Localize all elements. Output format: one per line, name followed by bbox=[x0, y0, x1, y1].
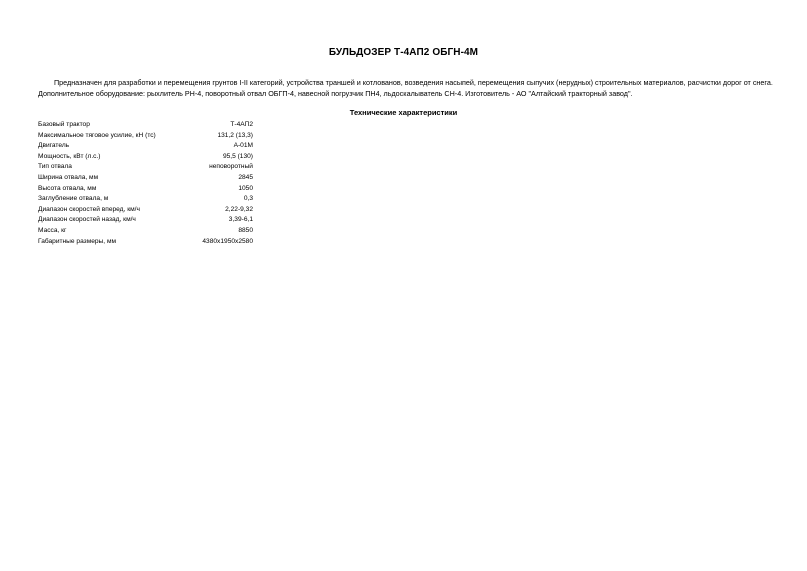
spec-value: 1050 bbox=[238, 184, 253, 192]
document-title: БУЛЬДОЗЕР Т-4АП2 ОБГН-4М bbox=[328, 47, 479, 58]
spec-value: 4380x1950x2580 bbox=[202, 237, 253, 245]
spec-value: 0,3 bbox=[243, 195, 253, 203]
spec-value: 3,39-6,1 bbox=[228, 216, 253, 224]
specs-title: Технические характеристики bbox=[349, 108, 458, 117]
spec-value: 95,5 (130) bbox=[222, 152, 253, 160]
spec-label: Габаритные размеры, мм bbox=[38, 237, 117, 245]
specs-table bbox=[38, 120, 258, 247]
spec-label: Максимальное тяговое усилие, кН (тс) bbox=[38, 131, 156, 139]
spec-row bbox=[38, 226, 258, 237]
spec-label: Двигатель bbox=[38, 142, 70, 150]
spec-row bbox=[38, 141, 258, 152]
spec-value: неповоротный bbox=[209, 163, 253, 171]
spec-value: 131,2 (13,3) bbox=[217, 131, 253, 139]
spec-value: 2,22-9,32 bbox=[225, 205, 253, 213]
spec-label: Диапазон скоростей назад, км/ч bbox=[38, 216, 136, 224]
spec-row bbox=[38, 131, 258, 142]
description-text: Предназначен для разработки и перемещения грунтов I-II категорий, устройства траншей и котлованов, возведения насыпей, перемещения сыпучих (нерудных) строительных материалов, расчистки дорог от снега. Дополнительное оборудование: рыхлитель РН-4, поворотный отвал ОБГП-4, навесной погрузчик ПН4, льдоскалыватель СН-4. Изготовитель - АО "Алтайский тракторный завод". bbox=[38, 78, 773, 98]
spec-label: Базовый трактор bbox=[38, 121, 90, 128]
spec-row bbox=[38, 120, 258, 131]
spec-row bbox=[38, 173, 258, 184]
spec-value: А-01М bbox=[233, 142, 253, 150]
spec-label: Масса, кг bbox=[38, 226, 67, 234]
spec-label: Мощность, кВт (л.с.) bbox=[38, 152, 101, 160]
document-description bbox=[38, 77, 778, 99]
spec-label: Заглубление отвала, м bbox=[38, 195, 109, 203]
spec-row bbox=[38, 152, 258, 163]
spec-label: Ширина отвала, мм bbox=[38, 173, 99, 181]
spec-row bbox=[38, 194, 258, 205]
spec-label: Диапазон скоростей вперед, км/ч bbox=[38, 205, 140, 213]
spec-label: Тип отвала bbox=[38, 163, 72, 171]
spec-row bbox=[38, 162, 258, 173]
spec-row bbox=[38, 205, 258, 216]
spec-row bbox=[38, 184, 258, 195]
spec-row bbox=[38, 215, 258, 226]
spec-row bbox=[38, 237, 258, 248]
spec-value: Т-4АП2 bbox=[230, 121, 253, 128]
spec-value: 2845 bbox=[238, 173, 253, 181]
spec-label: Высота отвала, мм bbox=[38, 184, 97, 192]
spec-value: 8850 bbox=[238, 226, 253, 234]
